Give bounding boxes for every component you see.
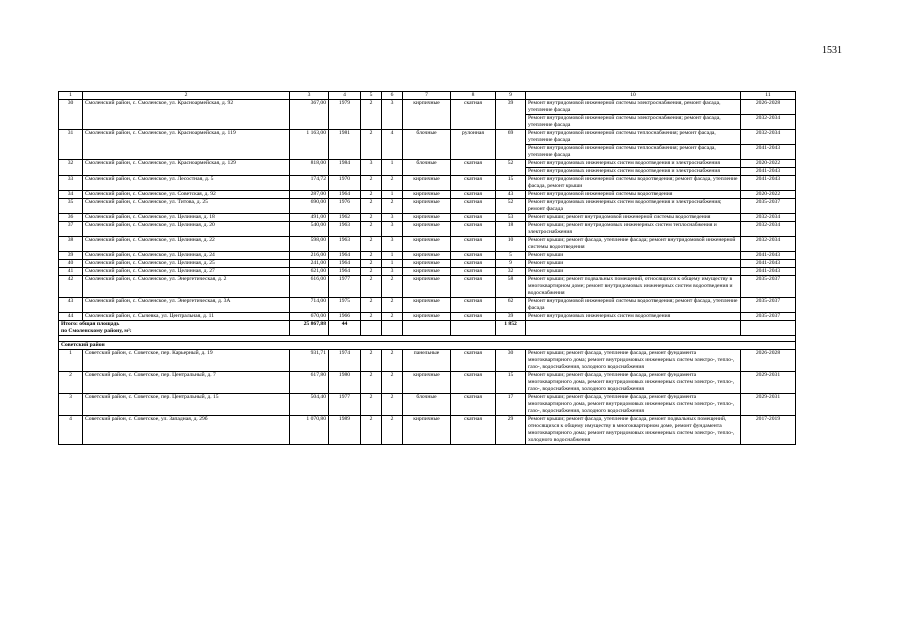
roof-type-cell: рулонная	[451, 130, 496, 160]
roof-type-cell: скатная	[451, 372, 496, 394]
roof-type-cell: скатная	[451, 298, 496, 313]
roof-type-cell: скатная	[451, 214, 496, 222]
year-cell: 1964	[329, 268, 361, 276]
entrances-cell: 2	[382, 313, 403, 321]
table-row	[59, 416, 796, 445]
works-cell: Ремонт внутридомовой инженерной системы электроснабжения, ремонт фасада, утепление фасада	[526, 100, 741, 115]
period-cell: 2020-2022	[741, 191, 796, 199]
column-number: 10	[526, 92, 741, 100]
entrances-cell: 3	[382, 268, 403, 276]
year-cell: 1963	[329, 237, 361, 252]
row-number: 33	[59, 176, 83, 191]
area-cell: 931,71	[290, 350, 329, 372]
address-cell: Смоленский район, с. Сычевка, ул. Центральная, д. 11	[83, 313, 290, 321]
area-cell: 670,00	[290, 313, 329, 321]
year-cell: 1964	[329, 260, 361, 268]
works-cell: Ремонт крыши; ремонт фасада, утепление фасада, ремонт фундамента многоквартирного дома, ремонт внутридомовых инженерных систем электро-, тепло-, газо-, водоснабжения, холодного водоснабжения	[526, 372, 741, 394]
column-number: 1	[59, 92, 83, 100]
residents-cell: 9	[496, 260, 526, 268]
floors-cell: 2	[361, 191, 382, 199]
year-cell: 1976	[329, 199, 361, 214]
works-cell: Ремонт внутридомовых инженерных систем водоотведения и электроснабжения	[526, 160, 741, 168]
row-number: 4	[59, 416, 83, 445]
area-cell: 287,00	[290, 191, 329, 199]
address-cell: Смоленский район, с. Смоленское, ул. Целинная, д. 25	[83, 260, 290, 268]
row-number: 30	[59, 100, 83, 130]
address-cell: Советский район, с. Советское, пер. Центральный, д. 7	[83, 372, 290, 394]
roof-type-cell: скатная	[451, 416, 496, 445]
table-row	[59, 298, 796, 313]
area-cell: 216,00	[290, 252, 329, 260]
column-number: 11	[741, 92, 796, 100]
row-number: 39	[59, 252, 83, 260]
period-cell: 2035-2037	[741, 276, 796, 298]
entrances-cell: 3	[382, 237, 403, 252]
area-cell: 540,00	[290, 222, 329, 237]
row-number: 1	[59, 350, 83, 372]
column-number: 9	[496, 92, 526, 100]
period-cell: 2032-2034	[741, 237, 796, 252]
year-cell: 1963	[329, 222, 361, 237]
wall-material-cell: кирпичные	[403, 260, 451, 268]
entrances-cell: 2	[382, 372, 403, 394]
column-number: 4	[329, 92, 361, 100]
row-number: 3	[59, 394, 83, 416]
wall-material-cell: кирпичные	[403, 199, 451, 214]
entrances-cell: 2	[382, 416, 403, 445]
area-cell: 818,00	[290, 160, 329, 176]
period-cell: 2035-2037	[741, 313, 796, 321]
residents-cell: 53	[496, 214, 526, 222]
area-cell: 1 163,00	[290, 130, 329, 160]
residents-cell: 29	[496, 416, 526, 445]
wall-material-cell: кирпичные	[403, 222, 451, 237]
works-cell: Ремонт крыши; ремонт фасада, утепление фасада, ремонт фундамента многоквартирного дома, ремонт внутридомовых инженерных систем электро-, тепло-, газо-, водоснабжения, холодного водоснабжения	[526, 394, 741, 416]
works-cell: Ремонт внутридомовой инженерной системы электроснабжения; ремонт фасада, утепление фасада	[526, 115, 741, 130]
empty-cell	[741, 321, 796, 336]
wall-material-cell: блочные	[403, 160, 451, 176]
wall-material-cell: блочные	[403, 130, 451, 160]
period-cell: 2035-2037	[741, 199, 796, 214]
wall-material-cell: кирпичные	[403, 276, 451, 298]
column-number: 7	[403, 92, 451, 100]
table-row	[59, 160, 796, 168]
floors-cell: 2	[361, 372, 382, 394]
period-cell: 2041-2043	[741, 145, 796, 160]
wall-material-cell: кирпичные	[403, 214, 451, 222]
year-cell: 1984	[329, 160, 361, 176]
entrances-cell: 1	[382, 252, 403, 260]
floors-cell: 2	[361, 276, 382, 298]
table-row	[59, 252, 796, 260]
table-row	[59, 222, 796, 237]
entrances-cell: 2	[382, 298, 403, 313]
wall-material-cell: панельные	[403, 350, 451, 372]
floors-cell: 2	[361, 130, 382, 160]
year-cell: 1974	[329, 350, 361, 372]
total-year: 44	[329, 321, 361, 336]
wall-material-cell: кирпичные	[403, 313, 451, 321]
period-cell: 2041-2043	[741, 268, 796, 276]
floors-cell: 2	[361, 313, 382, 321]
area-cell: 367,00	[290, 100, 329, 130]
wall-material-cell: блочные	[403, 394, 451, 416]
table-row	[59, 394, 796, 416]
works-cell: Ремонт крыши; ремонт фасада, утепление фасада, ремонт фундамента многоквартирного дома; ремонт внутридомовых инженерных систем электро-, тепло-, газо-, водоснабжения, холодного водоснабжения	[526, 350, 741, 372]
residents-cell: 5	[496, 252, 526, 260]
table-row	[59, 214, 796, 222]
roof-type-cell: скатная	[451, 350, 496, 372]
capital-repair-table	[58, 91, 796, 445]
empty-cell	[526, 321, 741, 336]
year-cell: 1981	[329, 130, 361, 160]
empty-cell	[403, 321, 451, 336]
period-cell: 2032-2034	[741, 130, 796, 145]
works-cell: Ремонт крыши	[526, 268, 741, 276]
residents-cell: 15	[496, 176, 526, 191]
row-number: 31	[59, 130, 83, 160]
period-cell: 2032-2034	[741, 115, 796, 130]
period-cell: 2032-2034	[741, 214, 796, 222]
residents-cell: 30	[496, 350, 526, 372]
floors-cell: 2	[361, 222, 382, 237]
area-cell: 616,00	[290, 276, 329, 298]
roof-type-cell: скатная	[451, 237, 496, 252]
works-cell: Ремонт крыши; ремонт подвальных помещений, относящихся к общему имуществу в многоквартирном доме; ремонт внутридомовых инженерных систем водоотведения и водоснабжения	[526, 276, 741, 298]
residents-cell: 52	[496, 160, 526, 176]
area-cell: 504,40	[290, 394, 329, 416]
floors-cell: 2	[361, 268, 382, 276]
wall-material-cell: кирпичные	[403, 191, 451, 199]
wall-material-cell: кирпичные	[403, 298, 451, 313]
roof-type-cell: скатная	[451, 160, 496, 176]
works-cell: Ремонт крыши	[526, 252, 741, 260]
column-number-row	[59, 92, 796, 100]
roof-type-cell: скатная	[451, 268, 496, 276]
address-cell: Смоленский район, с. Смоленское, ул. Титова, д. 25	[83, 199, 290, 214]
works-cell: Ремонт внутридомовой инженерной системы теплоснабжения; ремонт фасада, утепление фасада	[526, 130, 741, 145]
table-row	[59, 372, 796, 394]
area-cell: 621,00	[290, 268, 329, 276]
residents-cell: 32	[496, 268, 526, 276]
table-row	[59, 268, 796, 276]
year-cell: 1979	[329, 100, 361, 130]
address-cell: Смоленский район, с. Смоленское, ул. Целинная, д. 27	[83, 268, 290, 276]
table-row	[59, 199, 796, 214]
entrances-cell: 2	[382, 350, 403, 372]
area-cell: 690,00	[290, 199, 329, 214]
entrances-cell: 3	[382, 214, 403, 222]
roof-type-cell: скатная	[451, 276, 496, 298]
address-cell: Смоленский район, с. Смоленское, ул. Красноармейская, д. 129	[83, 160, 290, 176]
address-cell: Смоленский район, с. Смоленское, ул. Целинная, д. 18	[83, 214, 290, 222]
wall-material-cell: кирпичные	[403, 176, 451, 191]
area-cell: 241,00	[290, 260, 329, 268]
table-row	[59, 176, 796, 191]
year-cell: 1989	[329, 416, 361, 445]
year-cell: 1966	[329, 313, 361, 321]
entrances-cell: 2	[382, 199, 403, 214]
works-cell: Ремонт внутридомовых инженерных систем водоотведения	[526, 313, 741, 321]
row-number: 32	[59, 160, 83, 176]
residents-cell: 18	[496, 222, 526, 237]
works-cell: Ремонт крыши; ремонт фасада, утепление фасада, ремонт подвальных помещений, относящихся к общему имуществу в многоквартирном доме, ремонт фундамента многоквартирного дома; ремонт внутридомовых инженерных систем электро-, тепло-, холодного водоснабжения	[526, 416, 741, 445]
works-cell: Ремонт крыши	[526, 260, 741, 268]
year-cell: 1970	[329, 176, 361, 191]
wall-material-cell: кирпичные	[403, 268, 451, 276]
works-cell: Ремонт внутридомовой инженерной системы водоотведения; ремонт фасада, утепление фасада, ремонт крыши	[526, 176, 741, 191]
year-cell: 1975	[329, 298, 361, 313]
year-cell: 1977	[329, 276, 361, 298]
floors-cell: 2	[361, 252, 382, 260]
section-title: Советский район	[59, 342, 796, 350]
table-row	[59, 313, 796, 321]
address-cell: Смоленский район, с. Смоленское, ул. Красноармейская, д. 119	[83, 130, 290, 160]
total-residents: 1 852	[496, 321, 526, 336]
row-number: 2	[59, 372, 83, 394]
row-number: 37	[59, 222, 83, 237]
page-number: 1531	[822, 45, 842, 56]
roof-type-cell: скатная	[451, 394, 496, 416]
area-cell: 174,72	[290, 176, 329, 191]
period-cell: 2041-2043	[741, 168, 796, 176]
row-number: 34	[59, 191, 83, 199]
entrances-cell: 2	[382, 394, 403, 416]
address-cell: Смоленский район, с. Смоленское, ул. Красноармейская, д. 92	[83, 100, 290, 130]
address-cell: Советский район, с. Советское, пер. Центральный, д. 15	[83, 394, 290, 416]
floors-cell: 2	[361, 199, 382, 214]
row-number: 41	[59, 268, 83, 276]
row-number: 42	[59, 276, 83, 298]
year-cell: 1962	[329, 214, 361, 222]
address-cell: Смоленский район, с. Смоленское, ул. Советская, д. 92	[83, 191, 290, 199]
wall-material-cell: кирпичные	[403, 100, 451, 130]
period-cell: 2026-2028	[741, 350, 796, 372]
roof-type-cell: скатная	[451, 100, 496, 130]
empty-cell	[361, 321, 382, 336]
column-number: 3	[290, 92, 329, 100]
entrances-cell: 1	[382, 160, 403, 176]
table-row	[59, 191, 796, 199]
empty-cell	[382, 321, 403, 336]
row-number: 36	[59, 214, 83, 222]
period-cell: 2017-2019	[741, 416, 796, 445]
residents-cell: 10	[496, 237, 526, 252]
floors-cell: 2	[361, 237, 382, 252]
roof-type-cell: скатная	[451, 176, 496, 191]
floors-cell: 2	[361, 176, 382, 191]
floors-cell: 2	[361, 394, 382, 416]
table-row	[59, 100, 796, 115]
table-row	[59, 350, 796, 372]
floors-cell: 2	[361, 416, 382, 445]
area-cell: 1 070,80	[290, 416, 329, 445]
address-cell: Смоленский район, с. Смоленское, ул. Целинная, д. 20	[83, 222, 290, 237]
floors-cell: 2	[361, 298, 382, 313]
works-cell: Ремонт внутридомовых инженерных систем водоотведения и электроснабжения; ремонт фасада	[526, 199, 741, 214]
total-label: Итого: общая площадь по Смоленскому району, м²:	[59, 321, 290, 336]
address-cell: Смоленский район, с. Смоленское, ул. Энергетическая, д. 2	[83, 276, 290, 298]
year-cell: 1964	[329, 191, 361, 199]
entrances-cell: 2	[382, 176, 403, 191]
works-cell: Ремонт внутридомовой инженерной системы водоотведения	[526, 191, 741, 199]
roof-type-cell: скатная	[451, 199, 496, 214]
row-number: 43	[59, 298, 83, 313]
area-cell: 491,00	[290, 214, 329, 222]
works-cell: Ремонт внутридомовой инженерной системы теплоснабжения; ремонт фасада, утепление фасада	[526, 145, 741, 160]
entrances-cell: 2	[382, 276, 403, 298]
address-cell: Смоленский район, с. Смоленское, ул. Энергетическая, д. 3А	[83, 298, 290, 313]
roof-type-cell: скатная	[451, 313, 496, 321]
column-number: 6	[382, 92, 403, 100]
wall-material-cell: кирпичные	[403, 252, 451, 260]
table-row	[59, 276, 796, 298]
area-cell: 598,00	[290, 237, 329, 252]
row-number: 38	[59, 237, 83, 252]
residents-cell: 39	[496, 313, 526, 321]
area-cell: 617,80	[290, 372, 329, 394]
total-row	[59, 321, 796, 336]
period-cell: 2032-2034	[741, 222, 796, 237]
table-body	[59, 92, 796, 445]
table-row	[59, 130, 796, 145]
period-cell: 2026-2028	[741, 100, 796, 115]
entrances-cell: 1	[382, 260, 403, 268]
empty-cell	[451, 321, 496, 336]
table-row	[59, 260, 796, 268]
row-number: 35	[59, 199, 83, 214]
floors-cell: 2	[361, 100, 382, 130]
column-number: 5	[361, 92, 382, 100]
residents-cell: 17	[496, 394, 526, 416]
residents-cell: 52	[496, 199, 526, 214]
residents-cell: 69	[496, 130, 526, 160]
wall-material-cell: кирпичные	[403, 237, 451, 252]
year-cell: 1980	[329, 372, 361, 394]
entrances-cell: 4	[382, 130, 403, 160]
period-cell: 2035-2037	[741, 298, 796, 313]
row-number: 40	[59, 260, 83, 268]
total-area: 25 867,88	[290, 321, 329, 336]
residents-cell: 58	[496, 276, 526, 298]
row-number: 44	[59, 313, 83, 321]
floors-cell: 2	[361, 350, 382, 372]
floors-cell: 2	[361, 260, 382, 268]
period-cell: 2041-2043	[741, 252, 796, 260]
column-number: 2	[83, 92, 290, 100]
period-cell: 2029-2031	[741, 394, 796, 416]
column-number: 8	[451, 92, 496, 100]
entrances-cell: 3	[382, 222, 403, 237]
address-cell: Смоленский район, с. Смоленское, ул. Целинная, д. 24	[83, 252, 290, 260]
period-cell: 2041-2043	[741, 260, 796, 268]
entrances-cell: 3	[382, 100, 403, 130]
address-cell: Советский район, с. Советское, пер. Карьерный, д. 19	[83, 350, 290, 372]
address-cell: Советский район, с. Советское, ул. Западная, д. 29б	[83, 416, 290, 445]
roof-type-cell: скатная	[451, 260, 496, 268]
area-cell: 714,00	[290, 298, 329, 313]
period-cell: 2029-2031	[741, 372, 796, 394]
wall-material-cell: кирпичные	[403, 416, 451, 445]
period-cell: 2020-2022	[741, 160, 796, 168]
period-cell: 2041-2043	[741, 176, 796, 191]
wall-material-cell: кирпичные	[403, 372, 451, 394]
residents-cell: 15	[496, 372, 526, 394]
residents-cell: 39	[496, 100, 526, 130]
works-cell: Ремонт внутридомовой инженерной системы водоотведения; ремонт фасада, утепление фасада	[526, 298, 741, 313]
address-cell: Смоленский район, с. Смоленское, ул. Лесостная, д. 5	[83, 176, 290, 191]
entrances-cell: 1	[382, 191, 403, 199]
floors-cell: 3	[361, 160, 382, 176]
works-cell: Ремонт крыши; ремонт внутридомовых инженерных систем теплоснабжения и электроснабжения	[526, 222, 741, 237]
roof-type-cell: скатная	[451, 222, 496, 237]
roof-type-cell: скатная	[451, 252, 496, 260]
works-cell: Ремонт внутридомовых инженерных систем водоотведения и электроснабжения	[526, 168, 741, 176]
floors-cell: 2	[361, 214, 382, 222]
address-cell: Смоленский район, с. Смоленское, ул. Целинная, д. 22	[83, 237, 290, 252]
table-row	[59, 237, 796, 252]
section-row	[59, 342, 796, 350]
residents-cell: 43	[496, 191, 526, 199]
residents-cell: 62	[496, 298, 526, 313]
year-cell: 1964	[329, 252, 361, 260]
works-cell: Ремонт крыши; ремонт фасада, утепление фасада; ремонт внутридомовой инженерной системы водоотведения	[526, 237, 741, 252]
roof-type-cell: скатная	[451, 191, 496, 199]
year-cell: 1977	[329, 394, 361, 416]
works-cell: Ремонт крыши; ремонт внутридомовой инженерной системы водоотведения	[526, 214, 741, 222]
